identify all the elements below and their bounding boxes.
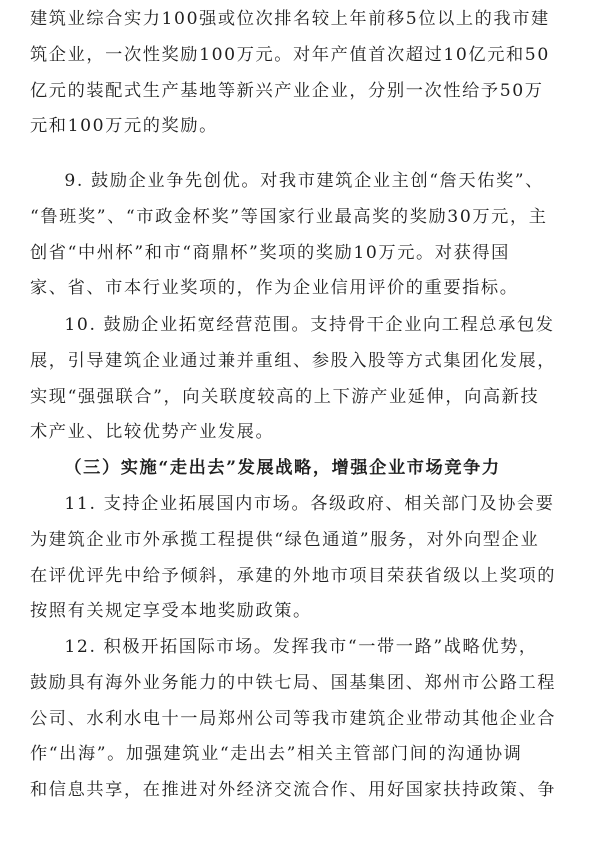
text-line: 按照有关规定享受本地奖励政策。 [30, 601, 312, 622]
paragraph-item-9 [30, 164, 593, 307]
paragraph-item-12 [30, 630, 593, 809]
text-line: 创省“中州杯”和市“商鼎杯”奖项的奖励10万元。对获得国 [30, 242, 510, 263]
text-line: 实现“强强联合”，向关联度较高的上下游产业延伸，向高新技 [30, 386, 540, 407]
text-line: 9. 鼓励企业争先创优。对我市建筑企业主创“詹天佑奖”、 [64, 171, 544, 191]
paragraph-item-10 [30, 308, 593, 451]
text-line: 在评优评先中给予倾斜，承建的外地市项目荣获省级以上奖项的 [30, 565, 557, 586]
paragraph-item-11 [30, 487, 593, 630]
paragraph-awards-strength [30, 2, 593, 145]
text-line: “鲁班奖”、“市政金杯奖”等国家行业最高奖的奖励30万元，主 [30, 206, 548, 227]
text-line: 12. 积极开拓国际市场。发挥我市“一带一路”战略优势， [64, 637, 538, 657]
text-line: 元和100万元的奖励。 [30, 116, 218, 137]
section-heading-3 [30, 451, 593, 487]
text-line: 和信息共享，在推进对外经济交流合作、用好国家扶持政策、争 [30, 780, 557, 801]
text-line: 11. 支持企业拓展国内市场。各级政府、相关部门及协会要 [64, 494, 555, 514]
text-line: 展，引导建筑企业通过兼并重组、参股入股等方式集团化发展， [30, 350, 557, 371]
text-line: 10. 鼓励企业拓宽经营范围。支持骨干企业向工程总承包发 [64, 315, 555, 335]
text-line: 鼓励具有海外业务能力的中铁七局、国基集团、郑州市公路工程 [30, 672, 557, 693]
text-line: 作“出海”。加强建筑业“走出去”相关主管部门间的沟通协调 [30, 744, 523, 765]
heading-text: （三）实施“走出去”发展战略，增强企业市场竞争力 [64, 458, 501, 478]
text-line: 为建筑企业市外承揽工程提供“绿色通道”服务，对外向型企业 [30, 529, 540, 550]
text-line: 家、省、市本行业奖项的，作为企业信用评价的重要指标。 [30, 278, 519, 299]
text-line: 公司、水利水电十一局郑州公司等我市建筑企业带动其他企业合 [30, 708, 557, 729]
text-line: 筑企业，一次性奖励100万元。对年产值首次超过10亿元和50 [30, 44, 550, 65]
text-line: 建筑业综合实力100强或位次排名较上年前移5位以上的我市建 [30, 9, 550, 29]
text-line: 亿元的装配式生产基地等新兴产业企业，分别一次性给予50万 [30, 80, 544, 101]
text-line: 术产业、比较优势产业发展。 [30, 422, 275, 443]
